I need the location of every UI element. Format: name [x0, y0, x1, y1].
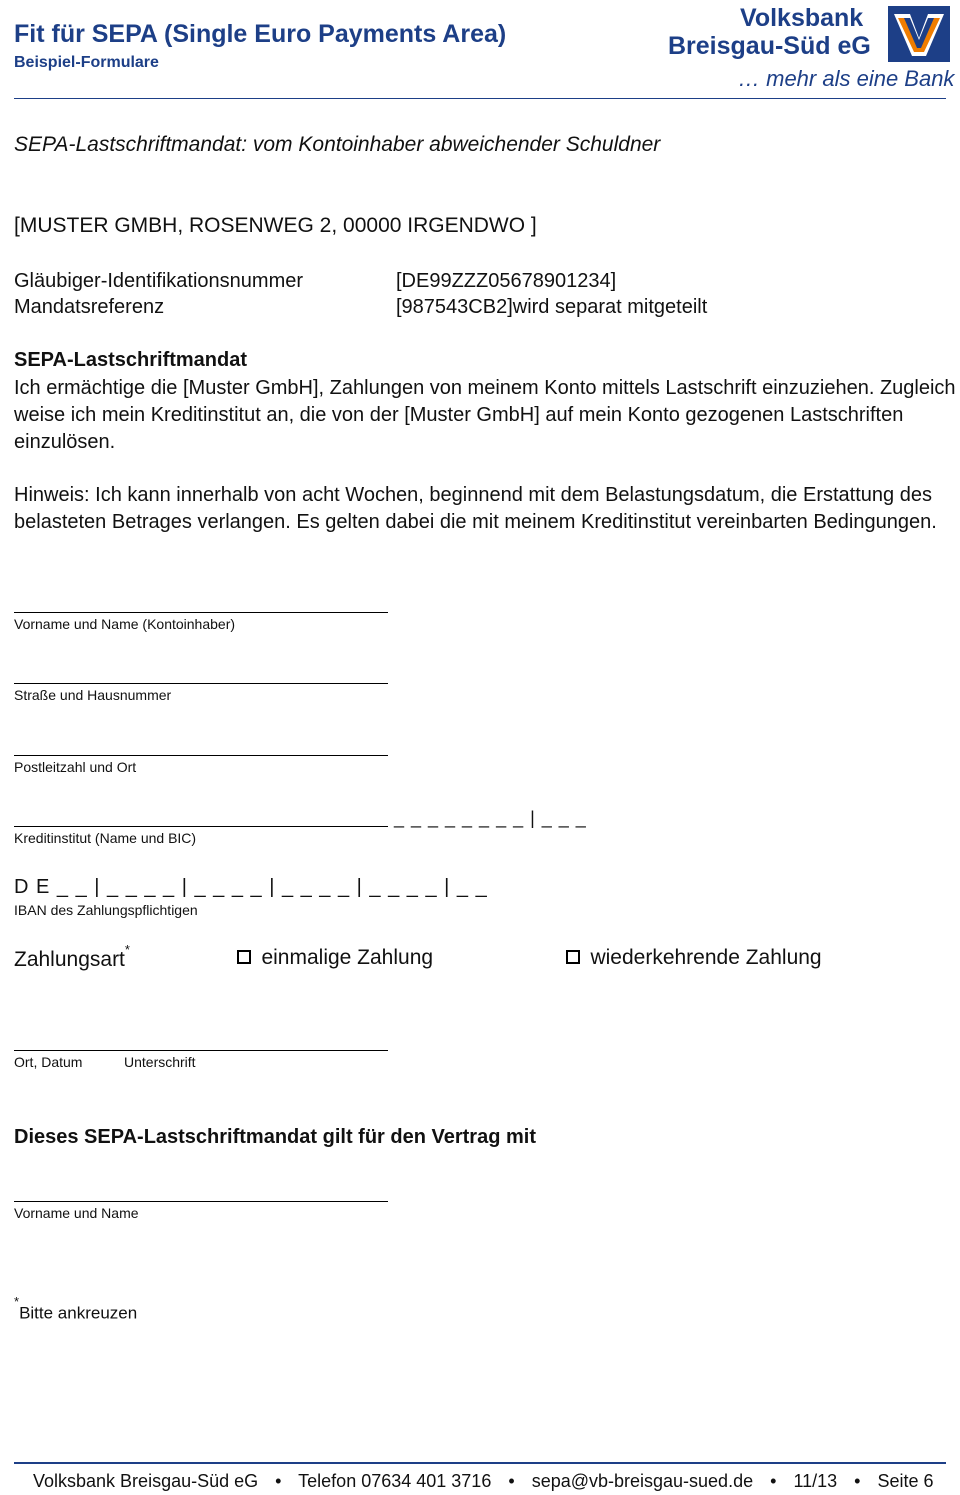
document-subtitle: Beispiel-Formulare — [14, 54, 159, 71]
creditor-id-label: Gläubiger-Identifikationsnummer — [14, 270, 304, 292]
footer-phone: Telefon 07634 401 3716 — [298, 1471, 492, 1491]
footer-divider — [14, 1462, 946, 1464]
signature-label: Unterschrift — [124, 1054, 196, 1070]
bic-field[interactable]: _ _ _ _ _ _ _ _ | _ _ _ — [394, 808, 587, 828]
creditor-address: [MUSTER GMBH, ROSENWEG 2, 00000 IRGENDWO ] — [14, 214, 537, 237]
footer-separator: • — [508, 1471, 515, 1491]
iban-field[interactable]: D E _ _ | _ _ _ _ | _ _ _ _ | _ _ _ _ | _ _ _ _ | _ _ — [14, 876, 488, 898]
mandate-reference-value: [987543CB2]wird separat mitgeteilt — [396, 296, 708, 318]
place-date-label: Ort, Datum — [14, 1054, 83, 1070]
account-holder-line[interactable] — [14, 612, 388, 613]
footer-separator: • — [275, 1471, 282, 1491]
account-holder-label: Vorname und Name (Kontoinhaber) — [14, 616, 236, 632]
document-title: Fit für SEPA (Single Euro Payments Area) — [14, 20, 507, 48]
recurring-checkbox[interactable] — [566, 950, 580, 964]
page-footer — [33, 1471, 934, 1492]
note-asterisk: * — [14, 1294, 20, 1309]
recurring-label: wiederkehrende Zahlung — [590, 946, 822, 969]
bank-name-line[interactable] — [14, 826, 388, 827]
footer-page: Seite 6 — [877, 1471, 934, 1491]
once-label: einmalige Zahlung — [261, 946, 434, 969]
postcode-line[interactable] — [14, 755, 388, 756]
bank-logo — [666, 4, 956, 94]
vr-logo-icon — [888, 6, 950, 62]
logo-slogan: … mehr als eine Bank — [738, 66, 955, 91]
header-divider — [14, 98, 946, 99]
logo-text-volksbank: Volksbank — [740, 4, 864, 32]
bank-label: Kreditinstitut (Name und BIC) — [14, 830, 197, 846]
contract-name-line[interactable] — [14, 1201, 388, 1202]
note-text: Bitte ankreuzen — [19, 1303, 138, 1323]
footer-separator: • — [854, 1471, 861, 1491]
mandate-heading: SEPA-Lastschriftmandat — [14, 349, 248, 371]
payment-type-asterisk: * — [124, 942, 130, 957]
iban-label: IBAN des Zahlungspflichtigen — [14, 902, 198, 918]
checkbox-note — [14, 1294, 138, 1324]
contract-heading: Dieses SEPA-Lastschriftmandat gilt für den Vertrag mit — [14, 1126, 536, 1148]
street-line[interactable] — [14, 683, 388, 684]
notice-text: Hinweis: Ich kann innerhalb von acht Wochen, beginnend mit dem Belastungsdatum, die Erstattung des belasteten Betrages verlangen. Es gelten dabei die mit meinem Kreditinstitut vereinbarten Bedingungen. — [14, 484, 937, 533]
once-checkbox[interactable] — [237, 950, 251, 964]
option-once[interactable] — [237, 946, 433, 970]
street-label: Straße und Hausnummer — [14, 687, 172, 703]
postcode-label: Postleitzahl und Ort — [14, 759, 137, 775]
creditor-id-value: [DE99ZZZ05678901234] — [396, 270, 617, 292]
option-recurring[interactable] — [566, 946, 822, 970]
authorization-text: Ich ermächtige die [Muster GmbH], Zahlungen von meinem Konto mittels Lastschrift einzuziehen. Zugleich weise ich mein Kreditinstitut an, die von der [Muster GmbH] auf mein Konto gezogenen Lastschriften einzulösen. — [14, 377, 956, 453]
payment-type-label: Zahlungsart — [14, 948, 125, 971]
footer-separator: • — [770, 1471, 777, 1491]
contract-name-label: Vorname und Name — [14, 1205, 139, 1221]
payment-type — [14, 942, 130, 972]
footer-date: 11/13 — [793, 1471, 838, 1491]
form-title: SEPA-Lastschriftmandat: vom Kontoinhaber abweichender Schuldner — [14, 133, 661, 156]
mandate-reference-label: Mandatsreferenz — [14, 296, 165, 318]
signature-line[interactable] — [14, 1050, 388, 1051]
footer-email[interactable]: sepa@vb-breisgau-sued.de — [531, 1471, 754, 1491]
footer-bank: Volksbank Breisgau-Süd eG — [33, 1471, 259, 1491]
logo-text-bank-name: Breisgau-Süd eG — [668, 32, 871, 60]
